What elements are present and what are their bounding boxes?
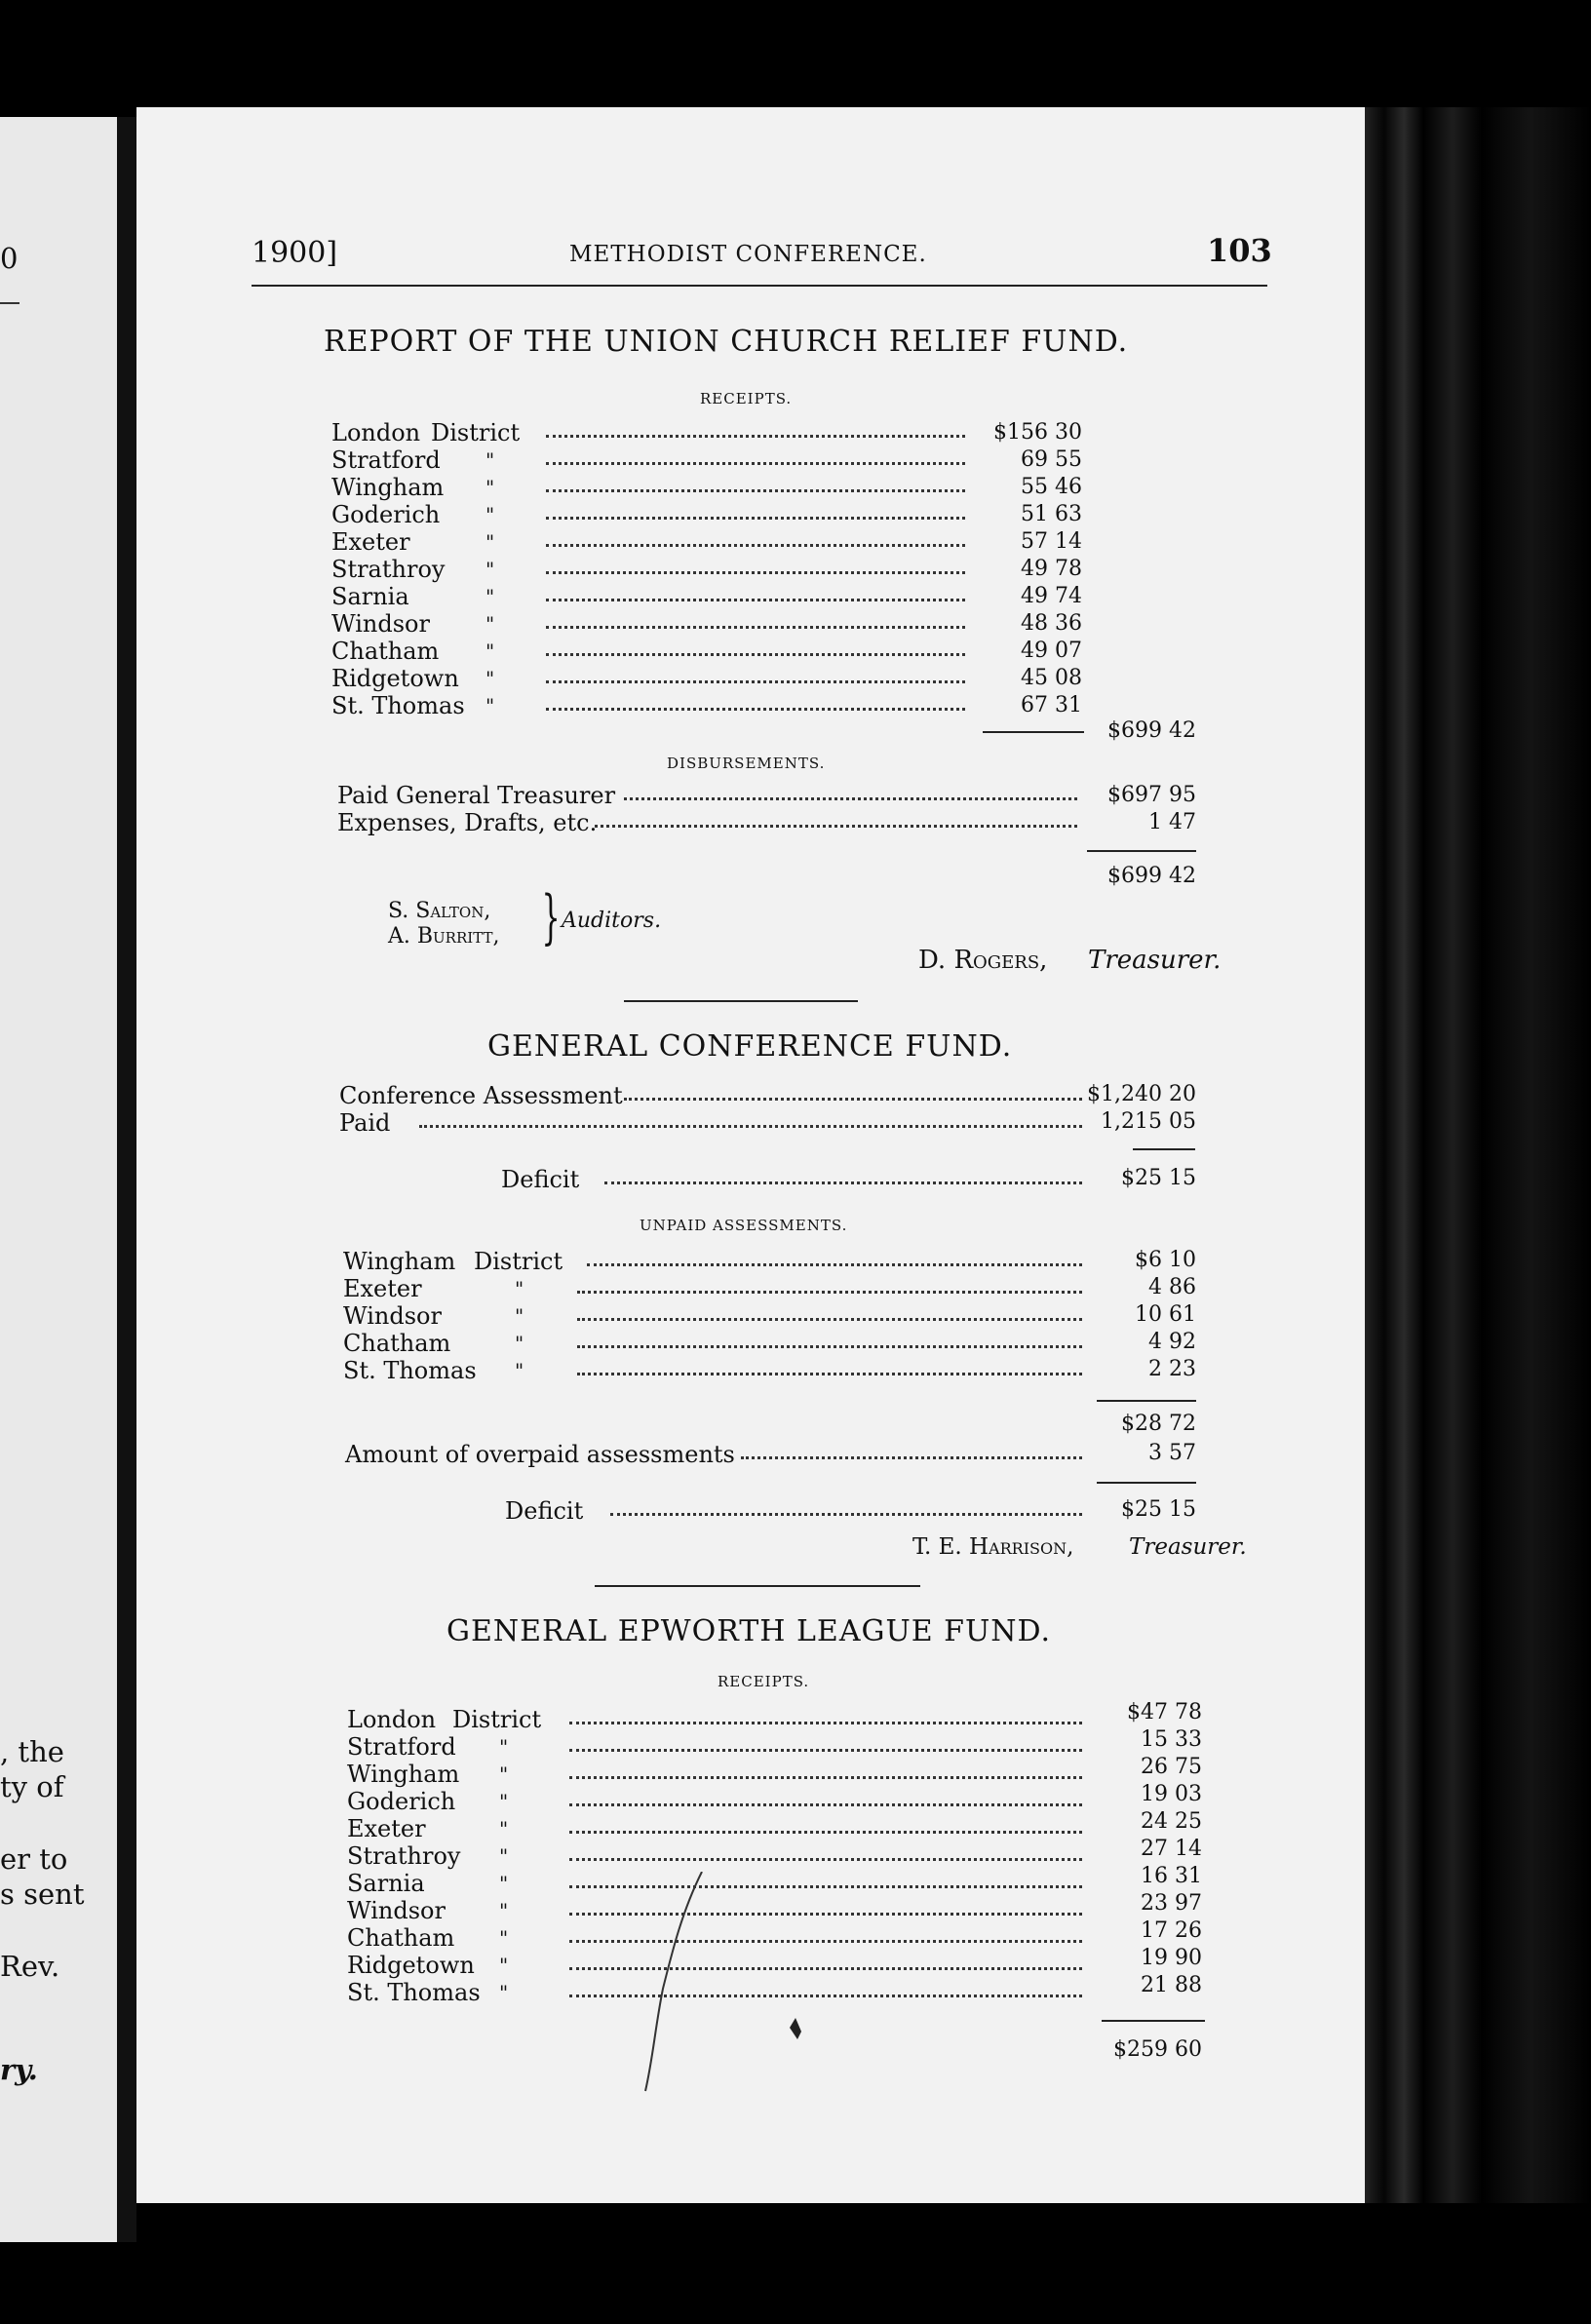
union-treasurer-name: D. Rogers, xyxy=(918,946,1048,975)
deficit-amount: $25 15 xyxy=(1121,1166,1196,1190)
page-number: 103 xyxy=(1207,232,1272,269)
general-treasurer-title: Treasurer. xyxy=(1129,1534,1247,1560)
amount: 27 14 xyxy=(1141,1837,1202,1861)
amount: $156 30 xyxy=(993,420,1082,445)
district-name: Stratford xyxy=(331,446,441,474)
ditto-mark: " xyxy=(485,639,495,663)
district-name: Sarnia xyxy=(347,1870,425,1897)
amount: 10 61 xyxy=(1135,1302,1196,1327)
header-year: 1900] xyxy=(252,236,338,270)
district-name: Ridgetown xyxy=(331,665,459,692)
ditto-mark: " xyxy=(499,1926,509,1950)
sum-rule xyxy=(1097,1482,1196,1484)
district-name: Exeter xyxy=(331,528,410,556)
dot-leader xyxy=(546,485,965,492)
amount: 1,215 05 xyxy=(1101,1109,1196,1134)
left-page-fragment: ty of xyxy=(0,1770,64,1803)
ditto-mark: " xyxy=(499,1899,509,1922)
amount: 19 90 xyxy=(1141,1946,1202,1970)
section-rule xyxy=(595,1585,920,1587)
amount: $1,240 20 xyxy=(1087,1082,1196,1106)
amount: 4 86 xyxy=(1148,1275,1196,1299)
union-receipts-total: $699 42 xyxy=(1107,718,1196,743)
ditto-mark: " xyxy=(485,694,495,717)
header-rule xyxy=(252,285,1267,287)
amount: 1 47 xyxy=(1148,810,1196,834)
amount: 49 07 xyxy=(1021,639,1082,663)
ditto-mark: District xyxy=(474,1248,563,1275)
ditto-mark: " xyxy=(515,1277,524,1300)
dot-leader xyxy=(546,622,965,629)
book-page xyxy=(136,107,1365,2203)
left-page-fragment: s sent xyxy=(0,1878,85,1911)
dot-leader xyxy=(569,1745,1082,1752)
ditto-mark: " xyxy=(499,1790,509,1813)
district-name: Wingham xyxy=(343,1248,456,1275)
district-name: Goderich xyxy=(331,501,441,528)
amount: 16 31 xyxy=(1141,1864,1202,1888)
dot-leader xyxy=(546,513,965,520)
amount: 4 92 xyxy=(1148,1330,1196,1354)
epworth-total: $259 60 xyxy=(1113,2037,1202,2062)
district-name: Ridgetown xyxy=(347,1952,475,1979)
disbursement-label: Expenses, Drafts, etc. xyxy=(337,809,598,836)
amount: 17 26 xyxy=(1141,1918,1202,1943)
left-page-fragment: ry. xyxy=(0,2053,38,2086)
amount: 49 74 xyxy=(1021,584,1082,608)
union-disbursements-total: $699 42 xyxy=(1107,864,1196,888)
amount: 26 75 xyxy=(1141,1755,1202,1779)
dot-leader xyxy=(610,1509,1082,1516)
dot-leader xyxy=(624,1094,1082,1101)
amount: 48 36 xyxy=(1021,611,1082,636)
district-name: London xyxy=(347,1706,437,1733)
amount: $6 10 xyxy=(1135,1248,1196,1272)
dot-leader xyxy=(546,431,965,438)
ditto-mark: " xyxy=(499,1762,509,1786)
left-page-rule xyxy=(0,302,19,304)
amount: $697 95 xyxy=(1107,783,1196,807)
ditto-mark: " xyxy=(515,1304,524,1328)
union-receipts-heading: RECEIPTS. xyxy=(700,390,793,407)
auditor-name: A. Burritt, xyxy=(388,924,500,949)
dot-leader xyxy=(577,1314,1082,1321)
amount: 57 14 xyxy=(1021,529,1082,554)
dot-leader xyxy=(569,1718,1082,1724)
amount: 21 88 xyxy=(1141,1973,1202,1997)
district-name: London xyxy=(331,419,421,446)
brace-glyph: } xyxy=(541,883,561,951)
ditto-mark: " xyxy=(485,585,495,608)
sum-rule xyxy=(983,731,1084,733)
ditto-mark: " xyxy=(485,448,495,472)
dot-leader xyxy=(569,1854,1082,1861)
dot-leader xyxy=(546,458,965,465)
auditor-name: S. Salton, xyxy=(388,899,491,923)
dot-leader xyxy=(569,1800,1082,1806)
district-name: Windsor xyxy=(331,610,430,638)
ditto-mark: " xyxy=(485,667,495,690)
amount: 45 08 xyxy=(1021,666,1082,690)
book-page-edges xyxy=(1365,107,1591,2203)
overpaid-label: Amount of overpaid assessments xyxy=(345,1441,735,1468)
sum-rule xyxy=(1102,2020,1205,2022)
amount: 15 33 xyxy=(1141,1727,1202,1752)
auditors-label: Auditors. xyxy=(562,909,662,933)
district-name: Chatham xyxy=(343,1330,451,1357)
dot-leader xyxy=(546,677,965,683)
ditto-mark: " xyxy=(515,1359,524,1382)
deficit-label: Deficit xyxy=(505,1497,584,1525)
left-page-fragment: , the xyxy=(0,1735,64,1768)
district-name: Windsor xyxy=(343,1302,442,1330)
district-name: Exeter xyxy=(347,1815,426,1842)
ditto-mark: " xyxy=(499,1844,509,1868)
general-fund-title: GENERAL CONFERENCE FUND. xyxy=(487,1029,1013,1064)
district-name: St. Thomas xyxy=(347,1979,481,2006)
overpaid-amount: 3 57 xyxy=(1148,1441,1196,1465)
unpaid-heading: UNPAID ASSESSMENTS. xyxy=(640,1217,848,1234)
sum-rule xyxy=(1133,1148,1195,1150)
assessment-label: Paid xyxy=(339,1109,391,1137)
dot-leader xyxy=(546,704,965,711)
left-page-fragment: Rev. xyxy=(0,1950,60,1983)
amount: 49 78 xyxy=(1021,557,1082,581)
deficit-amount: $25 15 xyxy=(1121,1497,1196,1522)
amount: 51 63 xyxy=(1021,502,1082,526)
ditto-mark: " xyxy=(485,530,495,554)
sum-rule xyxy=(1087,850,1196,852)
left-page-fragment: 0 xyxy=(0,242,19,275)
ditto-mark: " xyxy=(499,1872,509,1895)
unpaid-total: $28 72 xyxy=(1121,1412,1196,1436)
amount: 55 46 xyxy=(1021,475,1082,499)
amount: $47 78 xyxy=(1127,1700,1202,1724)
amount: 69 55 xyxy=(1021,447,1082,472)
deficit-label: Deficit xyxy=(501,1166,580,1193)
dot-leader xyxy=(624,794,1077,800)
amount: 23 97 xyxy=(1141,1891,1202,1916)
district-name: Strathroy xyxy=(347,1842,461,1870)
district-name: Windsor xyxy=(347,1897,446,1924)
dot-leader xyxy=(587,1259,1082,1266)
book-gutter xyxy=(117,117,136,2242)
section-rule xyxy=(624,1000,858,1002)
ditto-mark: " xyxy=(499,1817,509,1840)
amount: 19 03 xyxy=(1141,1782,1202,1806)
epworth-receipts-heading: RECEIPTS. xyxy=(718,1673,810,1690)
epworth-fund-title: GENERAL EPWORTH LEAGUE FUND. xyxy=(446,1614,1052,1648)
district-name: Sarnia xyxy=(331,583,409,610)
dot-leader xyxy=(546,567,965,574)
dot-leader xyxy=(569,1772,1082,1779)
ditto-mark: District xyxy=(431,419,521,446)
amount: 24 25 xyxy=(1141,1809,1202,1834)
dot-leader xyxy=(595,821,1077,828)
dot-leader xyxy=(419,1121,1082,1128)
dot-leader xyxy=(546,595,965,601)
dot-leader xyxy=(741,1452,1082,1459)
district-name: Goderich xyxy=(347,1788,456,1815)
ditto-mark: " xyxy=(499,1954,509,1977)
union-disbursements-heading: DISBURSEMENTS. xyxy=(667,755,826,772)
dot-leader xyxy=(604,1178,1082,1184)
dot-leader xyxy=(577,1341,1082,1348)
ditto-mark: " xyxy=(515,1332,524,1355)
ditto-mark: " xyxy=(485,558,495,581)
district-name: Chatham xyxy=(347,1924,455,1952)
dot-leader xyxy=(569,1827,1082,1834)
dot-leader xyxy=(546,649,965,656)
ditto-mark: " xyxy=(485,476,495,499)
ditto-mark: " xyxy=(499,1735,509,1759)
amount: 2 23 xyxy=(1148,1357,1196,1381)
running-head: METHODIST CONFERENCE. xyxy=(569,242,927,267)
district-name: Wingham xyxy=(331,474,445,501)
amount: 67 31 xyxy=(1021,693,1082,717)
disbursement-label: Paid General Treasurer xyxy=(337,782,616,809)
district-name: Exeter xyxy=(343,1275,422,1302)
ditto-mark: " xyxy=(485,612,495,636)
ditto-mark: District xyxy=(452,1706,542,1733)
district-name: Strathroy xyxy=(331,556,446,583)
left-page-edge xyxy=(0,117,117,2242)
sum-rule xyxy=(1097,1400,1196,1402)
dot-leader xyxy=(577,1369,1082,1375)
district-name: Chatham xyxy=(331,638,440,665)
dot-leader xyxy=(577,1287,1082,1294)
ditto-mark: " xyxy=(485,503,495,526)
pen-mark-scribble xyxy=(643,1872,838,2096)
dot-leader xyxy=(546,540,965,547)
ditto-mark: " xyxy=(499,1981,509,2004)
assessment-label: Conference Assessment xyxy=(339,1082,623,1109)
district-name: Stratford xyxy=(347,1733,456,1761)
district-name: Wingham xyxy=(347,1761,460,1788)
left-page-fragment: er to xyxy=(0,1842,68,1876)
general-treasurer-name: T. E. Harrison, xyxy=(912,1534,1074,1560)
union-treasurer-title: Treasurer. xyxy=(1088,946,1222,975)
union-fund-title: REPORT OF THE UNION CHURCH RELIEF FUND. xyxy=(324,325,1129,359)
district-name: St. Thomas xyxy=(343,1357,477,1384)
district-name: St. Thomas xyxy=(331,692,465,719)
